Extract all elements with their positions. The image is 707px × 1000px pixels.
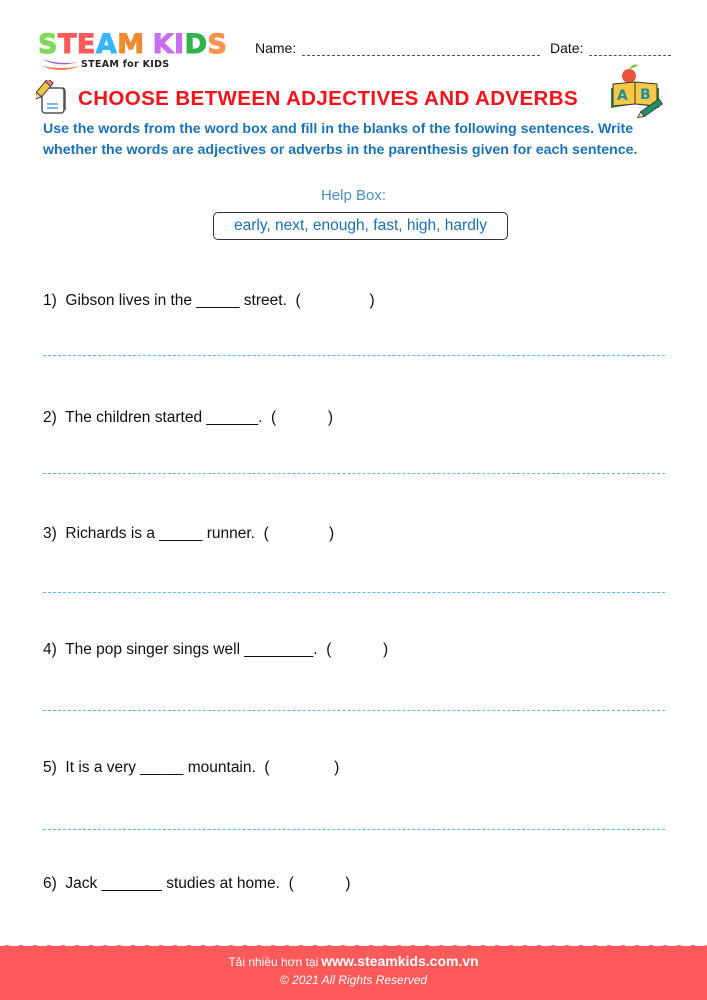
help-box-word-list: early, next, enough, fast, high, hardly — [233, 217, 488, 234]
help-box-label: Help Box: — [320, 187, 387, 204]
question-3[interactable]: 3) Richards is a _____ runner. ( ) — [43, 525, 335, 542]
logo-letter: T — [57, 29, 77, 60]
name-field[interactable] — [255, 40, 540, 56]
answer-line-3[interactable] — [43, 592, 665, 593]
answer-line-2[interactable] — [43, 473, 665, 474]
help-box-words — [213, 212, 508, 240]
name-label: Name: — [255, 40, 297, 56]
logo-letter: M — [117, 29, 145, 60]
logo-letter: K — [152, 29, 175, 60]
abc-book-apple-icon — [607, 62, 667, 118]
question-4[interactable]: 4) The pop singer sings well ________. ( ) — [43, 641, 389, 658]
svg-text:B: B — [640, 87, 651, 103]
steam-kids-logo — [38, 30, 238, 74]
footer-download-line — [0, 953, 707, 969]
svg-text:A: A — [617, 88, 628, 104]
date-field[interactable] — [550, 40, 671, 56]
logo-swoosh-icon — [40, 56, 82, 74]
footer-website-link[interactable]: www.steamkids.com.vn — [321, 953, 479, 969]
date-label: Date: — [550, 40, 584, 56]
answer-line-1[interactable] — [43, 355, 665, 356]
logo-letter: S — [38, 29, 58, 60]
logo-subtitle: STEAM for KIDS — [81, 59, 170, 70]
footer-copyright: © 2021 All Rights Reserved — [279, 973, 428, 987]
answer-line-4[interactable] — [43, 710, 665, 711]
date-blank-line[interactable] — [589, 44, 671, 56]
question-6[interactable]: 6) Jack _______ studies at home. ( ) — [43, 875, 351, 892]
logo-letter: E — [76, 29, 96, 60]
instructions-text: Use the words from the word box and fill in the blanks of the following sentences. Write whether the words are adjectives or adverbs in the parenthesis given for each sentence. — [43, 121, 638, 158]
name-blank-line[interactable] — [302, 44, 540, 56]
logo-letter: S — [207, 29, 228, 60]
worksheet-title: CHOOSE BETWEEN ADJECTIVES AND ADVERBS — [78, 87, 579, 110]
question-1[interactable]: 1) Gibson lives in the _____ street. ( ) — [43, 292, 375, 309]
answer-line-5[interactable] — [43, 829, 665, 830]
question-2[interactable]: 2) The children started ______. ( ) — [43, 409, 334, 426]
logo-letter: I — [174, 29, 185, 60]
footer-prefix: Tải nhiều hơn tại — [228, 955, 319, 969]
worksheet-title-row — [36, 80, 676, 116]
pencil-paper-icon — [36, 80, 68, 116]
question-5[interactable]: 5) It is a very _____ mountain. ( ) — [43, 759, 340, 776]
logo-letter: D — [184, 29, 208, 60]
logo-letter: A — [95, 29, 118, 60]
footer — [0, 940, 707, 1000]
